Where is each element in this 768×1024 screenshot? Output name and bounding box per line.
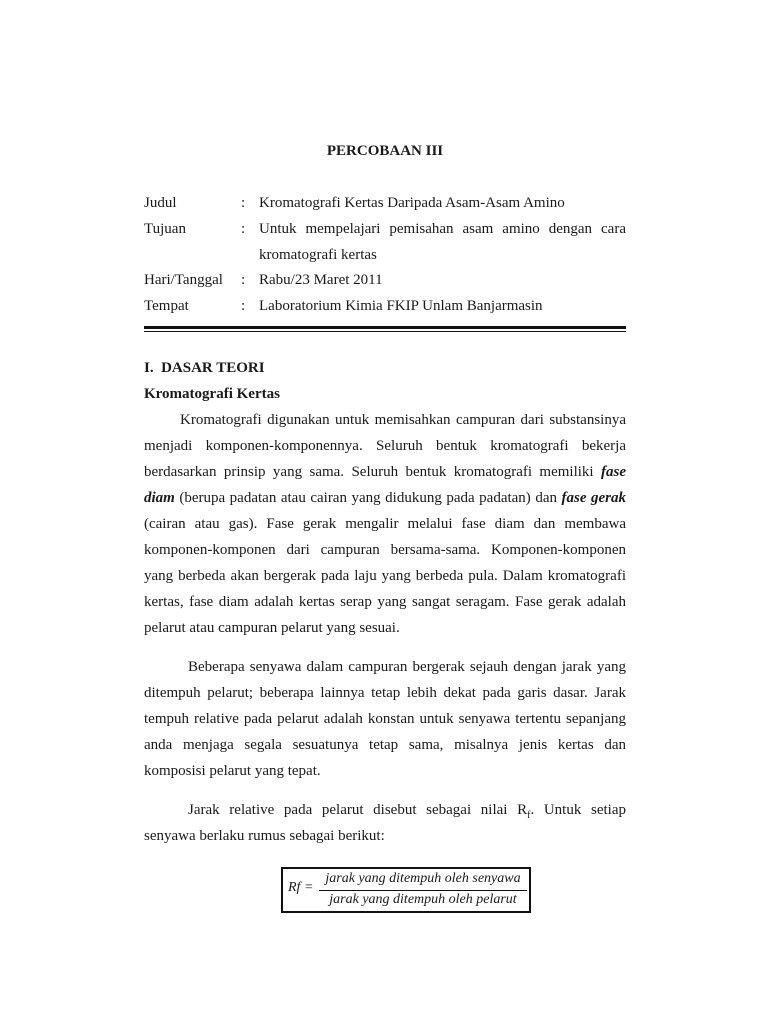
text-run: Jarak relative pada pelarut disebut sebagai nilai R [188, 802, 528, 818]
para1-line [144, 464, 626, 481]
para1-line: Kromatografi digunakan untuk memisahkan campuran dari substansinya [180, 412, 626, 428]
emphasis-text: fase [601, 464, 626, 480]
info-key: Judul [144, 195, 177, 211]
info-value-line2: kromatografi kertas [259, 247, 377, 263]
section-heading: I. DASAR TEORI [144, 360, 265, 376]
para2-line: Beberapa senyawa dalam campuran bergerak sejauh dengan jarak yang [188, 659, 626, 675]
para1-line: yang berbeda akan bergerak pada laju yang berbeda pula. Dalam kromatografi [144, 568, 626, 584]
para2-line: anda menjaga segala sesuatunya tetap sama, misalnya jenis kertas dan [144, 737, 626, 753]
para2-line: ditempuh pelarut; beberapa lainnya tetap lebih dekat pada garis dasar. Jarak [144, 685, 626, 701]
info-key: Tempat [144, 298, 189, 314]
text-run: . Untuk setiap [530, 802, 626, 818]
formula-lhs: Rf = [288, 880, 314, 895]
formula-denominator: jarak yang ditempuh oleh pelarut [329, 892, 517, 907]
para1-line: (cairan atau gas). Fase gerak mengalir melalui fase diam dan membawa [144, 516, 626, 532]
text-run: (berupa padatan atau cairan yang didukung pada padatan) dan [174, 490, 562, 506]
text-run: berdasarkan prinsip yang sama. Seluruh bentuk kromatografi memiliki [144, 464, 601, 480]
info-colon: : [241, 298, 246, 314]
para2-line: komposisi pelarut yang tepat. [144, 763, 321, 779]
para2-line: tempuh relative pada pelarut adalah konstan untuk senyawa tertentu sepanjang [144, 711, 626, 727]
emphasis-text: diam [144, 490, 175, 506]
fraction-bar [319, 890, 527, 891]
info-key: Hari/Tanggal [144, 272, 223, 288]
para1-line: menjadi komponen-komponennya. Seluruh bentuk kromatografi bekerja [144, 438, 626, 454]
info-colon: : [241, 221, 246, 237]
info-colon: : [241, 272, 246, 288]
subscript: f [527, 810, 531, 821]
para1-line [144, 490, 626, 507]
page-title: PERCOBAAN III [326, 143, 444, 159]
rf-formula-box [281, 867, 531, 913]
info-key: Tujuan [144, 221, 186, 237]
double-rule-thin [144, 331, 626, 332]
para3-line: senyawa berlaku rumus sebagai berikut: [144, 828, 385, 844]
section-subheading: Kromatografi Kertas [144, 386, 280, 402]
emphasis-text: fase gerak [561, 490, 626, 506]
para3-line [144, 802, 626, 821]
info-value: Rabu/23 Maret 2011 [259, 272, 383, 288]
info-value-line1: Untuk mempelajari pemisahan asam amino dengan cara [259, 221, 626, 237]
para1-line: kertas, fase diam adalah kertas serap yang sangat seragam. Fase gerak adalah [144, 594, 626, 610]
double-rule-thick [144, 326, 626, 329]
para1-line: pelarut atau campuran pelarut yang sesuai. [144, 620, 400, 636]
formula-numerator: jarak yang ditempuh oleh senyawa [325, 871, 521, 886]
info-value: Laboratorium Kimia FKIP Unlam Banjarmasin [259, 298, 543, 314]
para1-line: komponen-komponen dari campuran bersama-sama. Komponen-komponen [144, 542, 626, 558]
info-colon: : [241, 195, 246, 211]
info-value: Kromatografi Kertas Daripada Asam-Asam Amino [259, 195, 565, 211]
